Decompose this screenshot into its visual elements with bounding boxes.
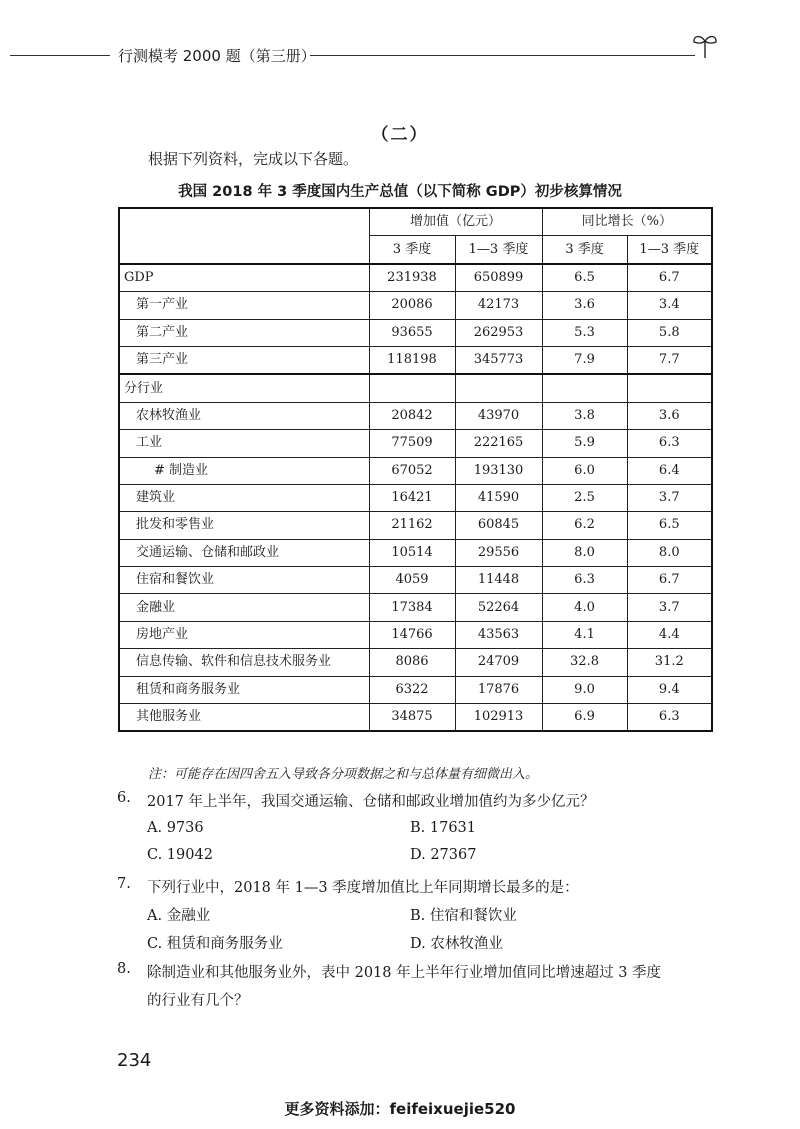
value-cell: 222165 bbox=[455, 430, 542, 457]
row-label: 批发和零售业 bbox=[119, 512, 369, 539]
table-row bbox=[119, 484, 712, 511]
page-number: 234 bbox=[117, 1050, 152, 1071]
value-cell: 4059 bbox=[369, 567, 455, 594]
option-6d: D. 27367 bbox=[410, 847, 477, 863]
running-header bbox=[10, 38, 780, 78]
table-row bbox=[119, 374, 712, 402]
question-number: 6. bbox=[117, 790, 131, 806]
row-label: 建筑业 bbox=[119, 484, 369, 511]
table-row bbox=[119, 539, 712, 566]
table-row bbox=[119, 430, 712, 457]
value-cell: 41590 bbox=[455, 484, 542, 511]
value-cell bbox=[627, 374, 712, 402]
value-cell: 6.0 bbox=[542, 457, 627, 484]
row-label: # 制造业 bbox=[119, 457, 369, 484]
footer-promo: 更多资料添加：feifeixuejie520 bbox=[284, 1100, 516, 1118]
question-text-line-2: 的行业有几个？ bbox=[147, 993, 249, 1009]
question-text-line-1: 除制造业和其他服务业外，表中 2018 年上半年行业增加值同比增速超过 3 季度 bbox=[147, 965, 662, 981]
row-label: 工业 bbox=[119, 430, 369, 457]
value-cell: 6322 bbox=[369, 676, 455, 703]
value-cell: 3.7 bbox=[627, 484, 712, 511]
row-label: 其他服务业 bbox=[119, 704, 369, 732]
value-cell: 231938 bbox=[369, 264, 455, 292]
table-row bbox=[119, 457, 712, 484]
table-row bbox=[119, 512, 712, 539]
value-cell: 9.4 bbox=[627, 676, 712, 703]
value-cell: 6.3 bbox=[627, 430, 712, 457]
table-corner-cell bbox=[119, 208, 369, 264]
row-label: 信息传输、软件和信息技术服务业 bbox=[119, 649, 369, 676]
value-cell: 193130 bbox=[455, 457, 542, 484]
option-7d: D. 农林牧渔业 bbox=[410, 936, 503, 952]
value-cell: 118198 bbox=[369, 346, 455, 374]
option-6c: C. 19042 bbox=[147, 847, 213, 863]
value-cell: 17876 bbox=[455, 676, 542, 703]
header-rule-left bbox=[10, 55, 110, 56]
value-cell: 6.4 bbox=[627, 457, 712, 484]
question-text: 下列行业中，2018 年 1—3 季度增加值比上年同期增长最多的是： bbox=[147, 880, 579, 896]
value-cell: 8086 bbox=[369, 649, 455, 676]
value-cell: 4.1 bbox=[542, 621, 627, 648]
value-cell: 31.2 bbox=[627, 649, 712, 676]
table-note: 注：可能存在因四舍五入导致各分项数据之和与总体量有细微出入。 bbox=[148, 767, 539, 782]
value-cell: 32.8 bbox=[542, 649, 627, 676]
value-cell: 3.4 bbox=[627, 292, 712, 319]
row-label: 金融业 bbox=[119, 594, 369, 621]
value-cell: 9.0 bbox=[542, 676, 627, 703]
table-row bbox=[119, 621, 712, 648]
value-cell: 3.6 bbox=[627, 402, 712, 429]
row-label: 交通运输、仓储和邮政业 bbox=[119, 539, 369, 566]
value-cell: 24709 bbox=[455, 649, 542, 676]
value-cell: 6.5 bbox=[627, 512, 712, 539]
section-title: （二） bbox=[371, 125, 429, 145]
table-row bbox=[119, 704, 712, 732]
table-row bbox=[119, 292, 712, 319]
value-cell: 3.7 bbox=[627, 594, 712, 621]
value-cell: 34875 bbox=[369, 704, 455, 732]
value-cell: 11448 bbox=[455, 567, 542, 594]
table-title: 我国 2018 年 3 季度国内生产总值（以下简称 GDP）初步核算情况 bbox=[178, 184, 622, 200]
value-cell: 43970 bbox=[455, 402, 542, 429]
row-label: 分行业 bbox=[119, 374, 369, 402]
value-cell: 6.3 bbox=[627, 704, 712, 732]
table-row bbox=[119, 319, 712, 346]
value-cell: 7.9 bbox=[542, 346, 627, 374]
row-label: 房地产业 bbox=[119, 621, 369, 648]
value-cell: 20842 bbox=[369, 402, 455, 429]
value-cell: 8.0 bbox=[542, 539, 627, 566]
value-cell: 4.0 bbox=[542, 594, 627, 621]
value-cell: 77509 bbox=[369, 430, 455, 457]
value-cell: 6.7 bbox=[627, 264, 712, 292]
value-cell: 6.7 bbox=[627, 567, 712, 594]
value-cell: 6.2 bbox=[542, 512, 627, 539]
value-cell: 6.9 bbox=[542, 704, 627, 732]
option-7a: A. 金融业 bbox=[147, 908, 211, 924]
value-cell: 42173 bbox=[455, 292, 542, 319]
row-label: 第三产业 bbox=[119, 346, 369, 374]
book-title: 行测模考 2000 题（第三册） bbox=[118, 47, 316, 65]
table-row bbox=[119, 264, 712, 292]
value-cell: 4.4 bbox=[627, 621, 712, 648]
question-number: 8. bbox=[117, 961, 131, 977]
option-7b: B. 住宿和餐饮业 bbox=[410, 908, 517, 924]
value-cell: 6.3 bbox=[542, 567, 627, 594]
subheader-q3-growth: 3 季度 bbox=[542, 236, 627, 264]
row-label: 第二产业 bbox=[119, 319, 369, 346]
subheader-q1-3-value: 1—3 季度 bbox=[455, 236, 542, 264]
value-cell: 52264 bbox=[455, 594, 542, 621]
value-cell: 650899 bbox=[455, 264, 542, 292]
table-row bbox=[119, 676, 712, 703]
table-row bbox=[119, 346, 712, 374]
value-cell: 16421 bbox=[369, 484, 455, 511]
value-cell: 60845 bbox=[455, 512, 542, 539]
value-cell: 43563 bbox=[455, 621, 542, 648]
value-cell: 2.5 bbox=[542, 484, 627, 511]
value-cell: 262953 bbox=[455, 319, 542, 346]
value-cell: 29556 bbox=[455, 539, 542, 566]
option-6a: A. 9736 bbox=[147, 820, 204, 836]
gdp-table bbox=[118, 207, 713, 732]
value-cell: 5.3 bbox=[542, 319, 627, 346]
value-cell bbox=[455, 374, 542, 402]
row-label: 第一产业 bbox=[119, 292, 369, 319]
question-number: 7. bbox=[117, 876, 131, 892]
row-label: 农林牧渔业 bbox=[119, 402, 369, 429]
value-cell: 6.5 bbox=[542, 264, 627, 292]
header-rule-right bbox=[310, 55, 695, 56]
table-row bbox=[119, 402, 712, 429]
value-cell: 7.7 bbox=[627, 346, 712, 374]
option-7c: C. 租赁和商务服务业 bbox=[147, 936, 283, 952]
value-cell: 93655 bbox=[369, 319, 455, 346]
table-row bbox=[119, 649, 712, 676]
value-cell bbox=[369, 374, 455, 402]
value-cell bbox=[542, 374, 627, 402]
header-added-value: 增加值（亿元） bbox=[369, 208, 542, 236]
value-cell: 14766 bbox=[369, 621, 455, 648]
subheader-q3-value: 3 季度 bbox=[369, 236, 455, 264]
value-cell: 102913 bbox=[455, 704, 542, 732]
subheader-q1-3-growth: 1—3 季度 bbox=[627, 236, 712, 264]
table-row bbox=[119, 567, 712, 594]
value-cell: 67052 bbox=[369, 457, 455, 484]
row-label: 住宿和餐饮业 bbox=[119, 567, 369, 594]
table-row bbox=[119, 594, 712, 621]
value-cell: 17384 bbox=[369, 594, 455, 621]
value-cell: 5.8 bbox=[627, 319, 712, 346]
option-6b: B. 17631 bbox=[410, 820, 477, 836]
value-cell: 3.8 bbox=[542, 402, 627, 429]
value-cell: 5.9 bbox=[542, 430, 627, 457]
value-cell: 8.0 bbox=[627, 539, 712, 566]
value-cell: 21162 bbox=[369, 512, 455, 539]
value-cell: 3.6 bbox=[542, 292, 627, 319]
value-cell: 345773 bbox=[455, 346, 542, 374]
value-cell: 20086 bbox=[369, 292, 455, 319]
intro-text: 根据下列资料，完成以下各题。 bbox=[148, 150, 359, 168]
header-yoy-growth: 同比增长（%） bbox=[542, 208, 712, 236]
question-text: 2017 年上半年，我国交通运输、仓储和邮政业增加值约为多少亿元？ bbox=[147, 794, 595, 810]
value-cell: 10514 bbox=[369, 539, 455, 566]
sprout-icon bbox=[690, 30, 720, 60]
row-label: GDP bbox=[119, 264, 369, 292]
row-label: 租赁和商务服务业 bbox=[119, 676, 369, 703]
